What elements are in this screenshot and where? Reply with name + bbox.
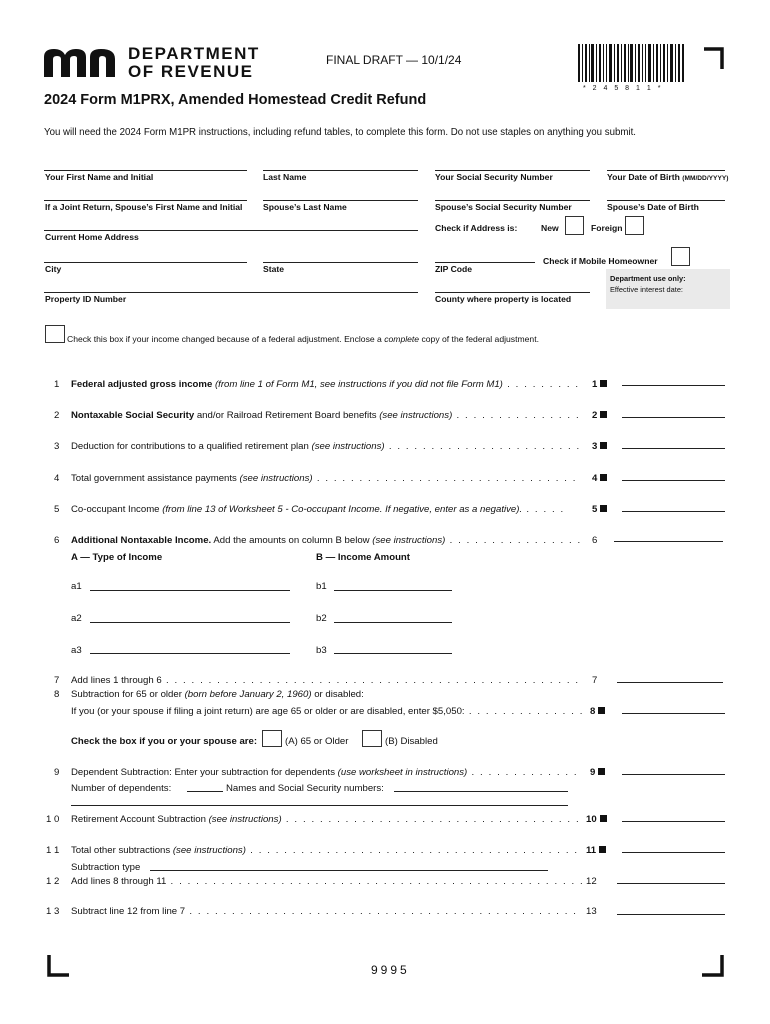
spouse-ssn-input[interactable]	[435, 200, 590, 201]
line-11-ref-text: 11	[586, 845, 597, 856]
b3-input[interactable]	[334, 653, 452, 654]
subtraction-type-label: Subtraction type	[71, 862, 141, 873]
line-12-ref: 12	[586, 876, 597, 887]
federal-text-emphasis: complete	[384, 334, 420, 344]
line-6-ref: 6	[592, 535, 598, 546]
line-8-plain-2: or disabled:	[311, 689, 364, 700]
line-11-ref	[586, 845, 606, 856]
line-7-plain: Add lines 1 through 6	[71, 675, 162, 686]
spouse-dob-input[interactable]	[607, 200, 725, 201]
line-2-plain: and/or Railroad Retirement Board benefits	[194, 410, 380, 421]
line-5-dots: . . . . .	[522, 504, 565, 515]
line-8-ref	[590, 706, 605, 717]
new-label: New	[541, 223, 559, 233]
state-input[interactable]	[263, 262, 418, 263]
line-5-number: 5	[54, 504, 60, 515]
line-4-number: 4	[54, 473, 60, 484]
dependents-count-input[interactable]	[187, 791, 223, 792]
line-12-text	[71, 876, 584, 887]
b2-input[interactable]	[334, 622, 452, 623]
line-13-text	[71, 906, 578, 917]
last-name-label: Last Name	[263, 172, 307, 182]
line-10-input[interactable]	[622, 821, 725, 822]
line-7-dots: . . . . . . . . . . . . . . . . . . . . . . . . . . . . . . . . . . . . . . . . . . . . . . . . .	[161, 675, 580, 686]
department-use-label: Department use only:	[610, 274, 686, 283]
line-2-text	[71, 410, 580, 421]
address-label: Current Home Address	[45, 232, 139, 242]
line-5-ref-text: 5	[592, 504, 598, 515]
line-5-ref	[592, 504, 607, 515]
dependents-names-label: Names and Social Security numbers:	[226, 783, 384, 794]
line-12-number: 1 2	[46, 876, 60, 887]
line-7-text	[71, 675, 580, 686]
county-label: County where property is located	[435, 294, 572, 304]
column-a-header: A — Type of Income	[71, 552, 163, 563]
line-4-marker-icon	[600, 474, 607, 481]
line-3-plain: Deduction for contributions to a qualified retirement plan	[71, 441, 312, 452]
state-label: State	[263, 264, 285, 274]
disabled-checkbox[interactable]	[362, 730, 382, 747]
a3-input[interactable]	[90, 653, 290, 654]
line-6-text	[71, 535, 582, 546]
line-8-dots: . . . . . . . . . . . . . .	[464, 706, 585, 717]
line-11-marker-icon	[599, 846, 606, 853]
zip-label: ZIP Code	[435, 264, 473, 274]
department-use-box	[606, 269, 730, 309]
line-11-text	[71, 845, 579, 856]
address-input[interactable]	[44, 230, 418, 231]
line-1-ref-text: 1	[592, 379, 598, 390]
line-12-plain: Add lines 8 through 11	[71, 876, 167, 887]
line-13-input[interactable]	[617, 914, 725, 915]
line-9-ref	[590, 767, 605, 778]
line-11-input[interactable]	[622, 852, 725, 853]
line-1-number: 1	[54, 379, 60, 390]
age-65-checkbox[interactable]	[262, 730, 282, 747]
line-9-input[interactable]	[622, 774, 725, 775]
a3-label: a3	[71, 645, 82, 656]
interest-date-label: Effective interest date:	[610, 285, 683, 294]
line-2-input[interactable]	[622, 417, 725, 418]
line-10-dots: . . . . . . . . . . . . . . . . . . . . . . . . . . . . . . . . . . .	[281, 814, 581, 825]
line-3-italic: (see instructions)	[311, 441, 385, 452]
a1-label: a1	[71, 581, 82, 592]
line-3-text	[71, 441, 581, 452]
a2-input[interactable]	[90, 622, 290, 623]
line-9-italic: (use worksheet in instructions)	[337, 767, 468, 778]
spouse-first-name-input[interactable]	[44, 200, 247, 201]
subtraction-type-input[interactable]	[150, 870, 548, 871]
ssn-label: Your Social Security Number	[435, 172, 553, 182]
city-label: City	[45, 264, 62, 274]
line-3-ref-text: 3	[592, 441, 598, 452]
line-13-ref: 13	[586, 906, 597, 917]
line-13-dots: . . . . . . . . . . . . . . . . . . . . . . . . . . . . . . . . . . . . . . . . . . . . . .	[185, 906, 578, 917]
line-6-plain: Add the amounts on column B below	[211, 535, 373, 546]
federal-adjustment-text	[67, 334, 539, 344]
line-5-text	[71, 504, 565, 515]
line-2-italic: (see instructions)	[379, 410, 453, 421]
new-address-checkbox[interactable]	[565, 216, 584, 235]
line-10-italic: (see instructions)	[208, 814, 282, 825]
footer-code: 9995	[371, 963, 410, 977]
logo-word-department: DEPARTMENT	[128, 44, 260, 63]
line-10-number: 1 0	[46, 814, 60, 825]
dob-label-text: Your Date of Birth	[607, 172, 680, 182]
first-name-input[interactable]	[44, 170, 247, 171]
federal-adjustment-checkbox[interactable]	[45, 325, 65, 343]
mobile-homeowner-checkbox[interactable]	[671, 247, 690, 266]
line-12-dots: . . . . . . . . . . . . . . . . . . . . . . . . . . . . . . . . . . . . . . . . . . . . . . . . .	[166, 876, 585, 887]
line-2-bold: Nontaxable Social Security	[71, 410, 195, 421]
first-name-label: Your First Name and Initial	[45, 172, 154, 182]
line-7-ref: 7	[592, 675, 598, 686]
age-65-label: (A) 65 or Older	[285, 736, 349, 747]
line-2-marker-icon	[600, 411, 607, 418]
line-9-marker-icon	[598, 768, 605, 775]
dob-label	[607, 172, 728, 182]
line-6-input[interactable]	[614, 541, 723, 542]
line-1-italic: (from line 1 of Form M1, see instructions if you did not file Form M1)	[212, 379, 503, 390]
property-id-label: Property ID Number	[45, 294, 127, 304]
line-4-plain: Total government assistance payments	[71, 473, 240, 484]
intro-text: You will need the 2024 Form M1PR instructions, including refund tables, to complete this form. Do not use staples on anything you submit.	[44, 127, 636, 138]
line-4-italic: (see instructions)	[239, 473, 313, 484]
line-8-number: 8	[54, 689, 60, 700]
b3-label: b3	[316, 645, 327, 656]
line-11-plain: Total other subtractions	[71, 845, 173, 856]
property-id-input[interactable]	[44, 292, 418, 293]
line-4-ref-text: 4	[592, 473, 598, 484]
b1-label: b1	[316, 581, 327, 592]
corner-mark-bottom-left	[47, 955, 69, 977]
line-6-bold: Additional Nontaxable Income.	[71, 535, 212, 546]
federal-text-post: copy of the federal adjustment.	[419, 334, 539, 344]
draft-label: FINAL DRAFT — 10/1/24	[326, 53, 462, 67]
line-1-input[interactable]	[622, 385, 725, 386]
line-8-text-2	[71, 706, 584, 717]
check-spouse-label: Check the box if you or your spouse are:	[71, 736, 258, 747]
line-6-number: 6	[54, 535, 60, 546]
mn-logo	[44, 47, 119, 79]
foreign-address-checkbox[interactable]	[625, 216, 644, 235]
line-8b-plain: If you (or your spouse if filing a joint return) are age 65 or older or are disabled, enter $5,050:	[71, 706, 465, 717]
line-3-marker-icon	[600, 442, 607, 449]
line-1-marker-icon	[600, 380, 607, 387]
dependents-names-input-2[interactable]	[71, 805, 568, 806]
line-8-italic: (born before January 2, 1960)	[184, 689, 312, 700]
ssn-input[interactable]	[435, 170, 590, 171]
line-12-input[interactable]	[617, 883, 725, 884]
line-9-text	[71, 767, 578, 778]
foreign-label: Foreign	[591, 223, 623, 233]
line-8-plain: Subtraction for 65 or older	[71, 689, 185, 700]
line-10-plain: Retirement Account Subtraction	[71, 814, 209, 825]
line-13-number: 1 3	[46, 906, 60, 917]
line-2-ref	[592, 410, 607, 421]
line-7-number: 7	[54, 675, 60, 686]
column-b-header: B — Income Amount	[316, 552, 410, 563]
line-6-italic: (see instructions)	[372, 535, 446, 546]
line-3-ref	[592, 441, 607, 452]
dob-input[interactable]	[607, 170, 725, 171]
barcode	[578, 44, 686, 84]
a2-label: a2	[71, 613, 82, 624]
dependents-count-label: Number of dependents:	[71, 783, 172, 794]
corner-mark-bottom-right	[702, 955, 724, 977]
line-8-input[interactable]	[622, 713, 725, 714]
line-4-dots: . . . . . . . . . . . . . . . . . . . . . . . . . . . . . . .	[312, 473, 578, 484]
line-5-italic: (from line 13 of Worksheet 5 - Co-occupant Income. If negative, enter as a negative).	[162, 504, 523, 515]
line-1-text	[71, 379, 580, 390]
dependents-names-input[interactable]	[394, 791, 568, 792]
line-5-marker-icon	[600, 505, 607, 512]
last-name-input[interactable]	[263, 170, 418, 171]
line-4-input[interactable]	[622, 480, 725, 481]
line-10-ref	[586, 814, 607, 825]
line-8-text	[71, 689, 364, 700]
line-1-bold: Federal adjusted gross income	[71, 379, 213, 390]
line-8-marker-icon	[598, 707, 605, 714]
line-5-input[interactable]	[622, 511, 725, 512]
mobile-homeowner-label: Check if Mobile Homeowner	[543, 256, 658, 266]
logo-text	[128, 45, 260, 81]
spouse-last-name-label: Spouse’s Last Name	[263, 202, 347, 212]
line-10-text	[71, 814, 580, 825]
zip-input[interactable]	[435, 262, 535, 263]
line-10-marker-icon	[600, 815, 607, 822]
line-5-plain: Co-occupant Income	[71, 504, 163, 515]
line-11-number: 1 1	[46, 845, 60, 856]
dob-format: (MM/DD/YYYY)	[682, 175, 729, 182]
line-3-dots: . . . . . . . . . . . . . . . . . . . . . . .	[384, 441, 581, 452]
spouse-dob-label: Spouse’s Date of Birth	[607, 202, 699, 212]
corner-mark-top-right	[704, 47, 724, 69]
line-8-ref-text: 8	[590, 706, 596, 717]
line-3-input[interactable]	[622, 448, 725, 449]
line-10-ref-text: 10	[586, 814, 597, 825]
a1-input[interactable]	[90, 590, 290, 591]
b2-label: b2	[316, 613, 327, 624]
barcode-text: * 2 4 5 8 1 1 *	[583, 85, 663, 92]
form-title: 2024 Form M1PRX, Amended Homestead Credit Refund	[44, 92, 427, 108]
line-9-plain: Dependent Subtraction: Enter your subtraction for dependents	[71, 767, 338, 778]
county-input[interactable]	[435, 292, 590, 293]
line-2-ref-text: 2	[592, 410, 598, 421]
line-13-plain: Subtract line 12 from line 7	[71, 906, 186, 917]
check-address-label: Check if Address is:	[435, 223, 518, 233]
line-9-number: 9	[54, 767, 60, 778]
line-1-ref	[592, 379, 607, 390]
federal-text-pre: Check this box if your income changed because of a federal adjustment. Enclose a	[67, 334, 385, 344]
spouse-ssn-label: Spouse’s Social Security Number	[435, 202, 572, 212]
line-1-dots: . . . . . . . . .	[502, 379, 580, 390]
logo-word-revenue: OF REVENUE	[128, 62, 254, 81]
line-9-dots: . . . . . . . . . . . . .	[467, 767, 579, 778]
line-4-text	[71, 473, 577, 484]
disabled-label: (B) Disabled	[385, 736, 438, 747]
line-11-dots: . . . . . . . . . . . . . . . . . . . . . . . . . . . . . . . . . . . . . . .	[245, 845, 579, 856]
line-2-number: 2	[54, 410, 60, 421]
line-3-number: 3	[54, 441, 60, 452]
line-6-dots: . . . . . . . . . . . . . . . .	[445, 535, 582, 546]
spouse-first-name-label: If a Joint Return, Spouse’s First Name and Initial	[45, 202, 243, 212]
line-7-input[interactable]	[617, 682, 723, 683]
line-2-dots: . . . . . . . . . . . . . . .	[452, 410, 581, 421]
b1-input[interactable]	[334, 590, 452, 591]
line-4-ref	[592, 473, 607, 484]
city-input[interactable]	[44, 262, 247, 263]
line-11-italic: (see instructions)	[172, 845, 246, 856]
line-9-ref-text: 9	[590, 767, 596, 778]
spouse-last-name-input[interactable]	[263, 200, 418, 201]
